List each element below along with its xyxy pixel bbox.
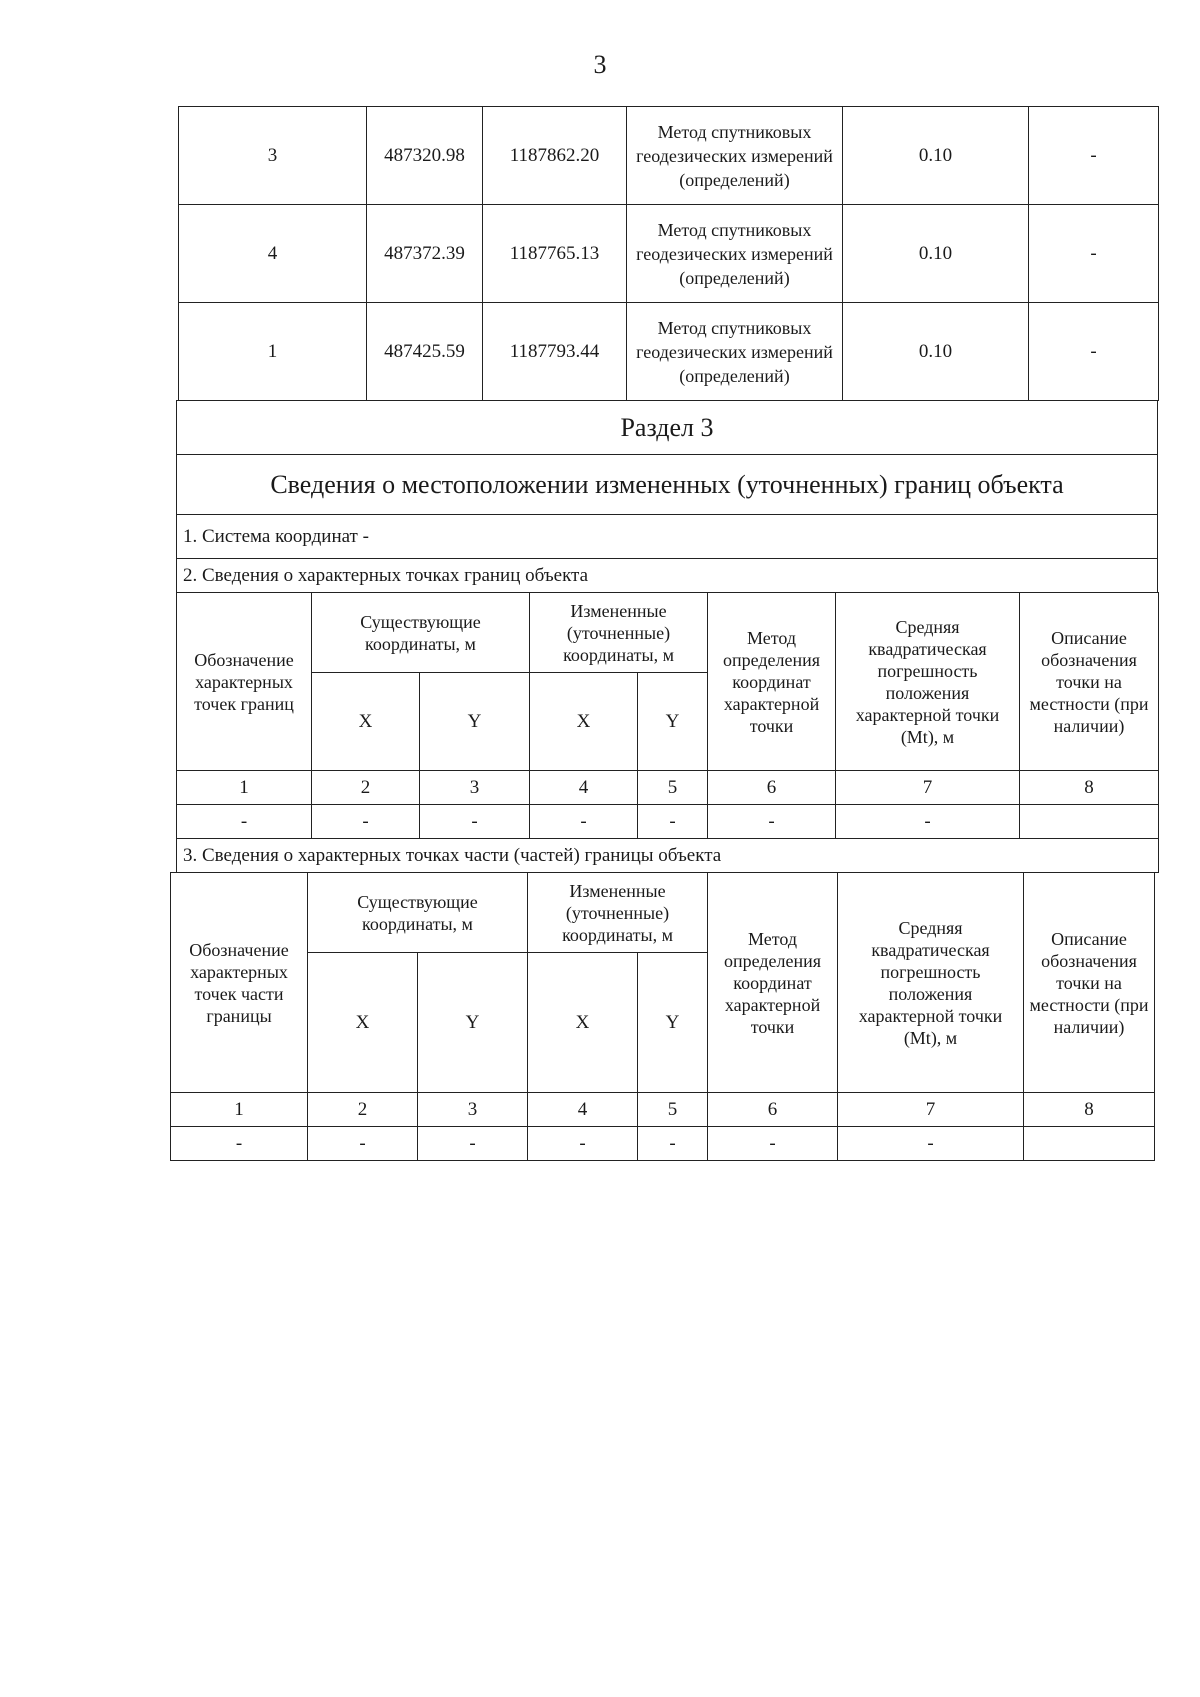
cell bbox=[1024, 1127, 1155, 1161]
header-y: Y bbox=[418, 953, 528, 1093]
coord-y: 1187793.44 bbox=[483, 303, 627, 401]
coordinate-system: 1. Система координат - bbox=[177, 515, 1158, 559]
cell: - bbox=[638, 1127, 708, 1161]
table-row bbox=[179, 107, 1159, 205]
col-num: 2 bbox=[308, 1093, 418, 1127]
column-numbers-row bbox=[177, 771, 1159, 805]
coord-x: 487425.59 bbox=[367, 303, 483, 401]
table-row bbox=[177, 805, 1159, 839]
description: - bbox=[1029, 303, 1159, 401]
header-x2: X bbox=[530, 673, 638, 771]
col-num: 1 bbox=[171, 1093, 308, 1127]
header-x: X bbox=[312, 673, 420, 771]
cell: - bbox=[420, 805, 530, 839]
header-x: X bbox=[308, 953, 418, 1093]
cell: - bbox=[708, 1127, 838, 1161]
point-number: 1 bbox=[179, 303, 367, 401]
col-num: 7 bbox=[838, 1093, 1024, 1127]
col-num: 7 bbox=[836, 771, 1020, 805]
cell: - bbox=[171, 1127, 308, 1161]
col-num: 8 bbox=[1024, 1093, 1155, 1127]
col-num: 1 bbox=[177, 771, 312, 805]
header-existing-coords: Существующие координаты, м bbox=[308, 873, 528, 953]
part2-title: 2. Сведения о характерных точках границ объекта bbox=[177, 559, 1158, 593]
header-changed-coords: Измененные (уточненные) координаты, м bbox=[528, 873, 708, 953]
mt-value: 0.10 bbox=[843, 107, 1029, 205]
cell: - bbox=[836, 805, 1020, 839]
col-num: 2 bbox=[312, 771, 420, 805]
header-y: Y bbox=[420, 673, 530, 771]
method: Метод спутниковых геодезических измерений (определений) bbox=[627, 205, 843, 303]
method: Метод спутниковых геодезических измерений (определений) bbox=[627, 107, 843, 205]
mt-value: 0.10 bbox=[843, 303, 1029, 401]
header-designation: Обозначение характерных точек части границы bbox=[171, 873, 308, 1093]
description: - bbox=[1029, 107, 1159, 205]
header-y2: Y bbox=[638, 953, 708, 1093]
coordinates-table-continued bbox=[178, 106, 1159, 401]
col-num: 5 bbox=[638, 1093, 708, 1127]
col-num: 8 bbox=[1020, 771, 1159, 805]
col-num: 4 bbox=[528, 1093, 638, 1127]
mt-value: 0.10 bbox=[843, 205, 1029, 303]
point-number: 3 bbox=[179, 107, 367, 205]
header-existing-coords: Существующие координаты, м bbox=[312, 593, 530, 673]
header-designation: Обозначение характерных точек границ bbox=[177, 593, 312, 771]
cell: - bbox=[418, 1127, 528, 1161]
table-row bbox=[179, 205, 1159, 303]
header-changed-coords: Измененные (уточненные) координаты, м bbox=[530, 593, 708, 673]
description: - bbox=[1029, 205, 1159, 303]
cell bbox=[1020, 805, 1159, 839]
point-number: 4 bbox=[179, 205, 367, 303]
col-num: 5 bbox=[638, 771, 708, 805]
boundary-points-table bbox=[176, 592, 1159, 873]
cell: - bbox=[312, 805, 420, 839]
header-method: Метод определения координат характерной точки bbox=[708, 873, 838, 1093]
part3-title: 3. Сведения о характерных точках части (частей) границы объекта bbox=[177, 839, 1159, 873]
part-boundary-points-table bbox=[170, 872, 1155, 1161]
section-subtitle: Сведения о местоположении измененных (уточненных) границ объекта bbox=[177, 455, 1158, 515]
coord-y: 1187765.13 bbox=[483, 205, 627, 303]
header-description: Описание обозначения точки на местности (при наличии) bbox=[1020, 593, 1159, 771]
col-num: 6 bbox=[708, 771, 836, 805]
header-x2: X bbox=[528, 953, 638, 1093]
cell: - bbox=[177, 805, 312, 839]
cell: - bbox=[638, 805, 708, 839]
col-num: 3 bbox=[420, 771, 530, 805]
header-mt: Средняя квадратическая погрешность положения характерной точки (Mt), м bbox=[836, 593, 1020, 771]
cell: - bbox=[530, 805, 638, 839]
cell: - bbox=[708, 805, 836, 839]
cell: - bbox=[838, 1127, 1024, 1161]
cell: - bbox=[528, 1127, 638, 1161]
table-row bbox=[179, 303, 1159, 401]
section-title: Раздел 3 bbox=[177, 401, 1158, 455]
page-number: 3 bbox=[593, 50, 607, 79]
table-row bbox=[171, 1127, 1155, 1161]
method: Метод спутниковых геодезических измерений (определений) bbox=[627, 303, 843, 401]
coord-x: 487320.98 bbox=[367, 107, 483, 205]
header-method: Метод определения координат характерной точки bbox=[708, 593, 836, 771]
header-y2: Y bbox=[638, 673, 708, 771]
header-description: Описание обозначения точки на местности (при наличии) bbox=[1024, 873, 1155, 1093]
coord-x: 487372.39 bbox=[367, 205, 483, 303]
header-mt: Средняя квадратическая погрешность положения характерной точки (Mt), м bbox=[838, 873, 1024, 1093]
column-numbers-row bbox=[171, 1093, 1155, 1127]
col-num: 4 bbox=[530, 771, 638, 805]
col-num: 6 bbox=[708, 1093, 838, 1127]
col-num: 3 bbox=[418, 1093, 528, 1127]
coord-y: 1187862.20 bbox=[483, 107, 627, 205]
section-header bbox=[176, 400, 1158, 593]
cell: - bbox=[308, 1127, 418, 1161]
